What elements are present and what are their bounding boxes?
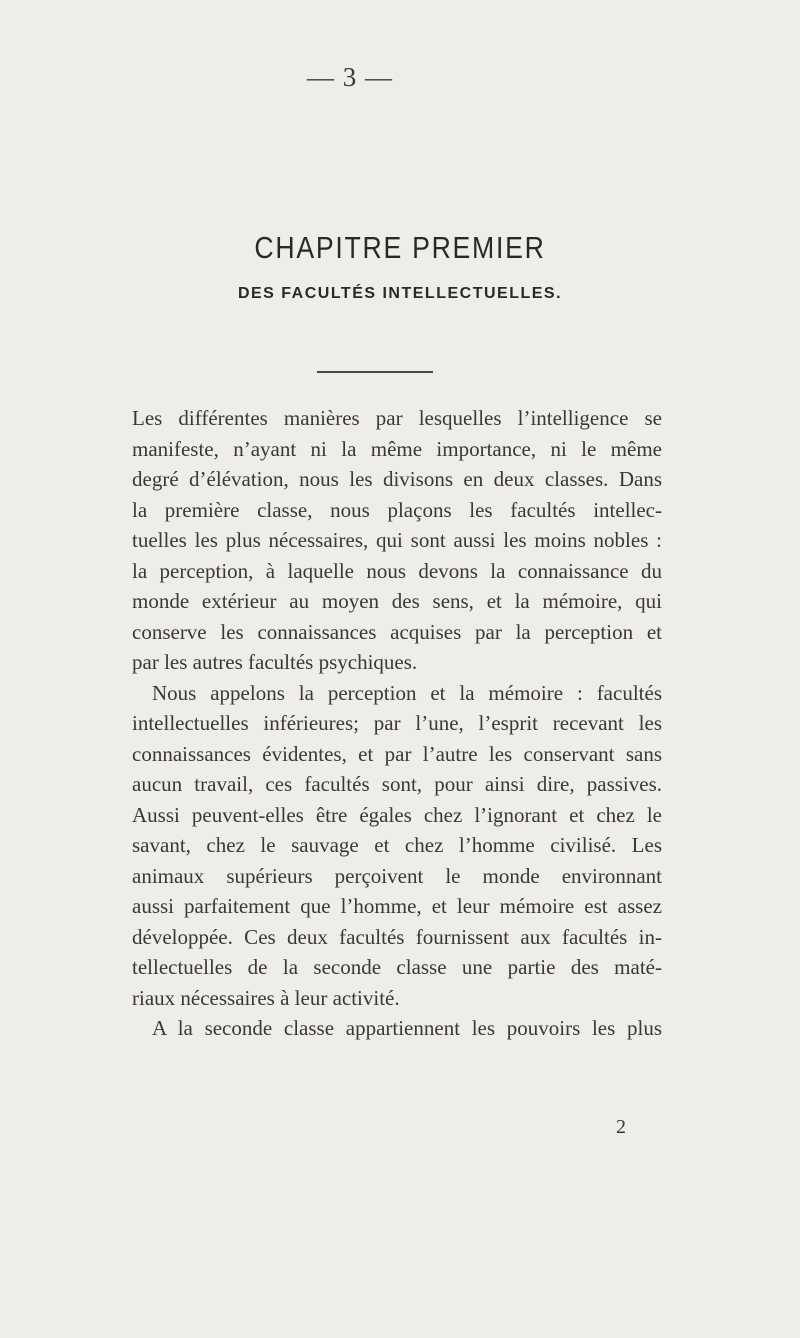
body-text <box>132 403 662 1044</box>
text-line: par les autres facultés psychiques. <box>132 650 418 674</box>
text-line: la première classe, nous plaçons les facultés intellec- <box>132 497 662 522</box>
text-line: tellectuelles de la seconde classe une partie des maté- <box>132 955 662 979</box>
text-line: intellectuelles inférieures; par l’une, l’esprit recevant les <box>132 711 662 735</box>
text-line: tuelles les plus nécessaires, qui sont aussi les moins nobles : <box>132 528 662 552</box>
text-line: monde extérieur au moyen des sens, et la mémoire, qui <box>132 589 662 613</box>
text-line: A la seconde classe appartiennent les pouvoirs les plus <box>152 1016 662 1040</box>
text-line: Aussi peuvent-elles être égales chez l’ignorant et chez le <box>132 802 662 827</box>
text-line: développée. Ces deux facultés fournissent aux facultés in- <box>132 924 662 949</box>
text-line: conserve les connaissances acquises par la perception et <box>132 619 662 644</box>
text-line: riaux nécessaires à leur activité. <box>132 985 400 1010</box>
text-line: la perception, à laquelle nous devons la connaissance du <box>132 558 662 583</box>
text-line: connaissances évidentes, et par l’autre les conservant sans <box>132 741 662 766</box>
text-line: degré d’élévation, nous les divisons en deux classes. Dans <box>132 467 662 491</box>
chapter-divider <box>317 371 433 373</box>
text-line: animaux supérieurs perçoivent le monde environnant <box>132 863 662 888</box>
text-line: aussi parfaitement que l’homme, et leur mémoire est assez <box>132 894 662 918</box>
signature-mark: 2 <box>616 1116 626 1138</box>
text-line: manifeste, n’ayant ni la même importance, ni le même <box>132 436 662 461</box>
text-line: Nous appelons la perception et la mémoire : facultés <box>152 680 662 705</box>
page-number: — 3 — <box>307 62 393 92</box>
text-line: Les différentes manières par lesquelles l’intelligence se <box>132 406 662 430</box>
text-line: savant, chez le sauvage et chez l’homme civilisé. Les <box>132 833 662 857</box>
chapter-title: CHAPITRE PREMIER <box>254 230 546 265</box>
text-line: aucun travail, ces facultés sont, pour ainsi dire, passives. <box>132 772 662 796</box>
chapter-subtitle: DES FACULTÉS INTELLECTUELLES. <box>237 285 563 302</box>
